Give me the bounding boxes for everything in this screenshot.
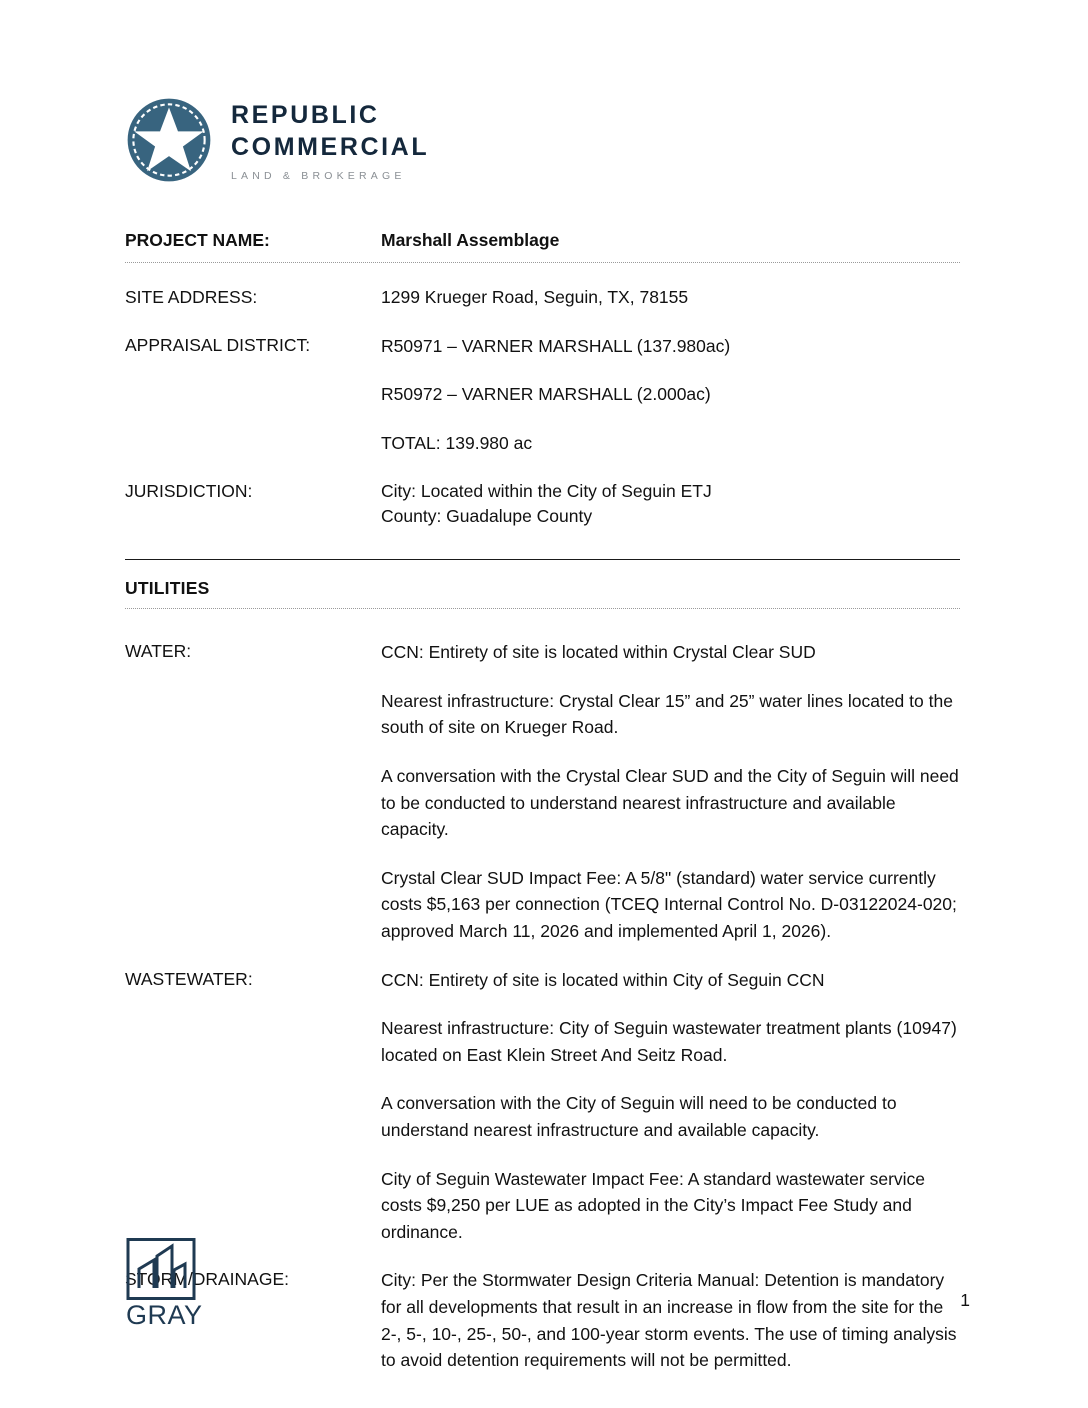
appraisal-value-2: R50972 – VARNER MARSHALL (2.000ac)	[381, 384, 711, 405]
storm-drainage-paragraph-1: City: Per the Stormwater Design Criteria Manual: Detention is mandatory for all developments that result in an increase in flow from the site for the 2-, 5-, 10-, 25-, 50-, and 100-year storm events. The use of timing analysis to avoid detention requirements will not be permitted.	[381, 1270, 957, 1371]
brand-name-line1: REPUBLIC	[231, 101, 380, 129]
gray-buildings-logo-icon	[126, 1238, 200, 1300]
jurisdiction-county: County: Guadalupe County	[381, 505, 593, 526]
brand-name-line2: COMMERCIAL	[231, 132, 430, 161]
field-row-wastewater	[125, 967, 960, 1246]
field-row-appraisal-district	[125, 333, 960, 457]
field-row-storm-drainage	[125, 1267, 960, 1373]
water-paragraph-4: Crystal Clear SUD Impact Fee: A 5/8" (standard) water service currently costs $5,163 per connection (TCEQ Internal Control No. D-03122024-020; approved March 11, 2026 and implemented April 1, 2026).	[381, 867, 957, 942]
water-values	[381, 639, 960, 944]
storm-drainage-values	[381, 1267, 960, 1373]
field-row-project-name	[125, 228, 960, 253]
star-circle-seal-icon	[125, 96, 213, 184]
field-row-site-address	[125, 285, 960, 310]
site-address-label: SITE ADDRESS:	[125, 287, 258, 308]
jurisdiction-values	[381, 479, 960, 530]
storm-drainage-label: STORM/DRAINAGE:	[125, 1269, 290, 1290]
project-name-value: Marshall Assemblage	[381, 230, 560, 250]
field-row-jurisdiction	[125, 479, 960, 530]
brand-tagline: LAND & BROKERAGE	[231, 170, 406, 182]
wastewater-paragraph-1: CCN: Entirety of site is located within City of Seguin CCN	[381, 969, 825, 990]
water-label: WATER:	[125, 641, 192, 662]
wastewater-paragraph-3: A conversation with the City of Seguin will need to be conducted to understand nearest infrastructure and available capacity.	[381, 1093, 897, 1140]
appraisal-value-total: TOTAL: 139.980 ac	[381, 432, 533, 453]
project-name-label: PROJECT NAME:	[125, 230, 270, 250]
utilities-section-heading: UTILITIES	[125, 578, 210, 599]
wastewater-paragraph-2: Nearest infrastructure: City of Seguin wastewater treatment plants (10947) located on East Klein Street And Seitz Road.	[381, 1018, 957, 1065]
wastewater-values	[381, 967, 960, 1246]
jurisdiction-label: JURISDICTION:	[125, 480, 253, 501]
jurisdiction-city: City: Located within the City of Seguin ETJ	[381, 480, 712, 501]
gray-logo	[126, 1238, 203, 1330]
republic-commercial-logo	[125, 96, 429, 184]
wastewater-label: WASTEWATER:	[125, 968, 253, 989]
appraisal-district-values	[381, 333, 960, 457]
water-paragraph-2: Nearest infrastructure: Crystal Clear 15” and 25” water lines located to the south of site on Krueger Road.	[381, 690, 953, 738]
gray-wordmark: GRAY	[126, 1300, 203, 1330]
water-paragraph-3: A conversation with the Crystal Clear SUD and the City of Seguin will need to be conducted to understand nearest infrastructure and available capacity.	[381, 766, 959, 840]
site-address-value: 1299 Krueger Road, Seguin, TX, 78155	[381, 287, 689, 308]
document-body	[125, 228, 960, 1374]
field-row-water	[125, 639, 960, 944]
wastewater-paragraph-4: City of Seguin Wastewater Impact Fee: A standard wastewater service costs $9,250 per LUE as adopted in the City’s Impact Fee Study and ordinance.	[381, 1168, 926, 1242]
page-number: 1	[960, 1290, 970, 1310]
appraisal-value-1: R50971 – VARNER MARSHALL (137.980ac)	[381, 335, 731, 356]
appraisal-district-label: APPRAISAL DISTRICT:	[125, 334, 311, 355]
water-paragraph-1: CCN: Entirety of site is located within Crystal Clear SUD	[381, 642, 816, 663]
